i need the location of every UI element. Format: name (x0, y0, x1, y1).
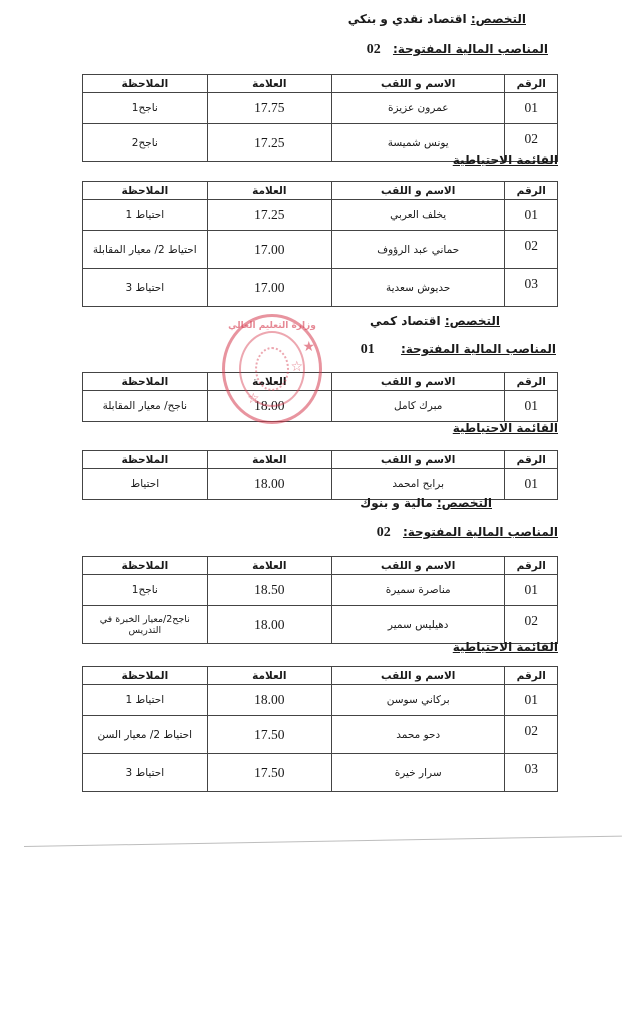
col-score-header: العلامة (207, 373, 331, 391)
stamp-star-icon: ☆ (290, 359, 303, 375)
table-row (83, 231, 558, 269)
cell-score: 17.00 (207, 269, 331, 307)
open-positions-count: 02 (376, 525, 391, 540)
table-row (83, 391, 558, 422)
cell-name: حماني عبد الرؤوف (331, 231, 504, 269)
cell-score: 17.50 (207, 716, 331, 754)
col-score-header: العلامة (207, 667, 331, 685)
section-2-specialty-heading (370, 314, 500, 328)
stamp-text: وزارة التعليم العالي (228, 321, 316, 331)
section-1-admitted-table (82, 74, 558, 162)
specialty-label: التخصص: (444, 314, 500, 328)
table-header-row (83, 182, 558, 200)
section-2-reserve-table (82, 450, 558, 500)
cell-index: 01 (505, 469, 558, 500)
cell-name: يخلف العربي (331, 200, 504, 231)
cell-note: احتياط 1 (83, 200, 208, 231)
cell-score: 18.00 (207, 391, 331, 422)
table-row (83, 93, 558, 124)
cell-score: 17.00 (207, 231, 331, 269)
table-row (83, 754, 558, 792)
table-header-row (83, 451, 558, 469)
cell-name: سرار خيرة (332, 754, 505, 792)
table-header-row (83, 75, 558, 93)
cell-note: احتياط 2/ معيار المقابلة (83, 231, 208, 269)
page-footer-divider (24, 836, 622, 847)
section-3-admitted-table (82, 556, 558, 644)
col-note-header: الملاحظة (83, 182, 208, 200)
col-score-header: العلامة (207, 451, 331, 469)
cell-note: ناجح/ معيار المقابلة (83, 391, 208, 422)
cell-note: احتياط (83, 469, 208, 500)
cell-index: 01 (505, 575, 558, 606)
col-index-header: الرقم (505, 373, 558, 391)
cell-name: يونس شميسة (331, 124, 504, 162)
stamp-star-icon: ☆ (247, 391, 260, 407)
cell-note: احتياط 2/ معيار السن (83, 716, 208, 754)
col-index-header: الرقم (505, 667, 558, 685)
cell-score: 17.50 (207, 754, 331, 792)
cell-score: 18.00 (207, 469, 331, 500)
cell-name: حديوش سعدية (331, 269, 504, 307)
col-note-header: الملاحظة (83, 667, 208, 685)
specialty-value: مالية و بنوك (360, 496, 433, 510)
cell-index: 02 (505, 124, 558, 162)
col-note-header: الملاحظة (83, 373, 208, 391)
col-score-header: العلامة (207, 557, 331, 575)
table-row (83, 716, 558, 754)
cell-index: 01 (505, 93, 558, 124)
open-positions-label: المناصب المالية المفتوحة: (400, 342, 556, 356)
table-row (83, 469, 558, 500)
cell-score: 18.00 (207, 606, 331, 644)
cell-index: 03 (505, 754, 558, 792)
col-score-header: العلامة (207, 182, 331, 200)
cell-name: دهيليس سمير (331, 606, 504, 644)
table-header-row (83, 373, 558, 391)
table-row (83, 575, 558, 606)
col-index-header: الرقم (505, 451, 558, 469)
table-row (83, 200, 558, 231)
table-row (83, 269, 558, 307)
cell-name: عمرون عزيزة (331, 93, 504, 124)
cell-index: 02 (505, 231, 558, 269)
reserve-list-label: القائمة الاحتياطية (452, 153, 558, 167)
stamp-star-icon: ★ (302, 339, 315, 355)
open-positions-label: المناصب المالية المفتوحة: (402, 525, 558, 539)
col-index-header: الرقم (505, 182, 558, 200)
table-header-row (83, 667, 558, 685)
col-note-header: الملاحظة (83, 451, 208, 469)
section-2-reserve-heading (453, 421, 558, 435)
table-row (83, 606, 558, 644)
cell-note: ناجح2 (83, 124, 208, 162)
cell-name: مناصرة سميرة (331, 575, 504, 606)
col-name-header: الاسم و اللقب (331, 557, 504, 575)
section-1-open-positions-heading (367, 42, 548, 58)
section-3-reserve-table (82, 666, 558, 792)
cell-note: احتياط 3 (83, 269, 208, 307)
section-1-reserve-heading (453, 153, 558, 167)
specialty-label: التخصص: (436, 496, 492, 510)
specialty-label: التخصص: (470, 12, 526, 26)
cell-index: 02 (505, 716, 558, 754)
cell-name: مبرك كامل (332, 391, 505, 422)
col-index-header: الرقم (505, 557, 558, 575)
section-1-specialty-heading (348, 12, 526, 26)
cell-note: احتياط 1 (83, 685, 208, 716)
section-3-open-positions-heading (377, 525, 558, 541)
reserve-list-label: القائمة الاحتياطية (452, 640, 558, 654)
col-name-header: الاسم و اللقب (332, 667, 505, 685)
open-positions-count: 01 (360, 342, 375, 357)
col-score-header: العلامة (207, 75, 331, 93)
col-name-header: الاسم و اللقب (331, 75, 504, 93)
cell-note: احتياط 3 (83, 754, 208, 792)
cell-name: برابح امحمد (332, 469, 505, 500)
open-positions-count: 02 (366, 42, 381, 57)
cell-note: ناجح1 (83, 93, 208, 124)
reserve-list-label: القائمة الاحتياطية (452, 421, 558, 435)
cell-note: ناجح2/معيار الخبرة في التدريس (83, 606, 208, 644)
cell-index: 01 (505, 685, 558, 716)
cell-index: 03 (505, 269, 558, 307)
section-3-reserve-heading (453, 640, 558, 654)
col-note-header: الملاحظة (83, 557, 208, 575)
table-row (83, 685, 558, 716)
section-1-reserve-table (82, 181, 558, 307)
col-note-header: الملاحظة (83, 75, 208, 93)
cell-score: 18.50 (207, 575, 331, 606)
cell-index: 01 (505, 200, 558, 231)
cell-score: 18.00 (207, 685, 331, 716)
cell-name: دحو محمد (332, 716, 505, 754)
section-2-admitted-table (82, 372, 558, 422)
col-name-header: الاسم و اللقب (331, 182, 504, 200)
cell-score: 17.25 (207, 200, 331, 231)
cell-score: 17.25 (207, 124, 331, 162)
table-header-row (83, 557, 558, 575)
col-index-header: الرقم (505, 75, 558, 93)
section-3-specialty-heading (360, 496, 492, 510)
col-name-header: الاسم و اللقب (332, 451, 505, 469)
cell-index: 01 (505, 391, 558, 422)
specialty-value: اقتصاد نقدي و بنكي (347, 12, 467, 26)
col-name-header: الاسم و اللقب (332, 373, 505, 391)
section-2-open-positions-heading (361, 342, 556, 358)
open-positions-label: المناصب المالية المفتوحة: (392, 42, 548, 56)
cell-index: 02 (505, 606, 558, 644)
specialty-value: اقتصاد كمي (369, 314, 441, 328)
cell-score: 17.75 (207, 93, 331, 124)
cell-note: ناجح1 (83, 575, 208, 606)
cell-name: بركاني سوسن (332, 685, 505, 716)
